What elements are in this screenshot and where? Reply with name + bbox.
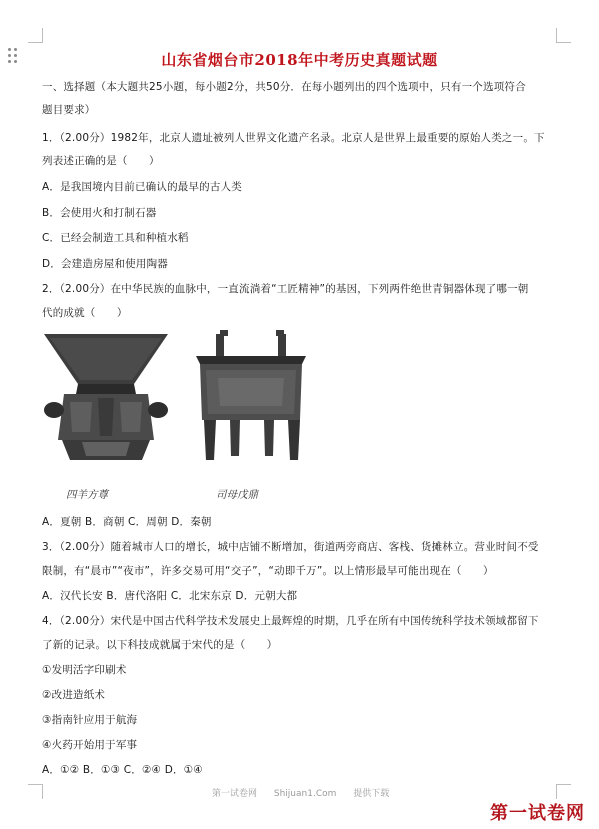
crop-mark-bottom-right: [556, 784, 571, 799]
q1-option-a: A．是我国境内目前已确认的最早的古人类: [42, 181, 242, 193]
q1-option-d: D．会建造房屋和使用陶器: [42, 258, 168, 270]
caption-four-sheep-zun: 四羊方尊: [66, 489, 108, 501]
q3-stem-line-1: 3．（2.00分）随着城市人口的增长，城中店铺不断增加，街道两旁商店、客栈、货摊林立。营业时间不受: [42, 541, 539, 553]
q4-item-2: ②改进造纸术: [42, 689, 106, 701]
crop-mark-top-left: [28, 28, 43, 43]
caption-simuwu-ding: 司母戊鼎: [216, 489, 258, 501]
crop-mark-top-right: [556, 28, 571, 43]
q1-stem-line-2: 列表述正确的是（ ）: [42, 155, 160, 167]
q1-stem-line-1: 1．（2.00分）1982年，北京人遗址被列人世界文化遗产名录。北京人是世界上最重要的原始人类之一。下: [42, 132, 545, 144]
simuwu-ding-image: [190, 330, 314, 464]
brand-watermark: 第一试卷网: [490, 803, 585, 824]
q2-options: A．夏朝 B．商朝 C．周朝 D．秦朝: [42, 516, 212, 528]
q2-stem-line-2: 代的成就（ ）: [42, 307, 128, 319]
q4-item-4: ④火药开始用于军事: [42, 739, 138, 751]
q4-stem-line-1: 4．（2.00分）宋代是中国古代科学技术发展史上最辉煌的时期，几乎在所有中国传统科学技术领域都留下: [42, 615, 539, 627]
page-title: 山东省烟台市2018年中考历史真题试题: [161, 51, 438, 69]
q3-stem-line-2: 限制，有“晨市”“夜市”，许多交易可用“交子”，“动即千万”。以上情形最早可能出现在（ ）: [42, 565, 494, 577]
q1-option-b: B．会使用火和打制石器: [42, 207, 157, 219]
section-heading-line-2: 题目要求）: [42, 104, 96, 116]
four-sheep-square-zun-image: [42, 332, 170, 464]
footer-site-url[interactable]: Shijuan1.Com: [273, 789, 337, 799]
q2-stem-line-1: 2．（2.00分）在中华民族的血脉中，一直流淌着“工匠精神”的基因，下列两件绝世青铜器体现了哪一朝: [42, 283, 529, 295]
page-footer: [212, 786, 403, 799]
footer-site-name: 第一试卷网: [212, 789, 258, 799]
q4-options: A．①② B．①③ C．②④ D．①④: [42, 764, 203, 776]
crop-mark-bottom-left: [28, 784, 43, 799]
section-heading-line-1: 一、选择题（本大题共25小题，每小题2分，共50分．在每小题列出的四个选项中，只有一个选项符合: [42, 81, 526, 93]
footer-download-note: 提供下载: [353, 789, 390, 799]
q1-option-c: C．已经会制造工具和种植水稻: [42, 232, 189, 244]
q4-item-1: ①发明活字印刷术: [42, 664, 127, 676]
q3-options: A．汉代长安 B．唐代洛阳 C．北宋东京 D．元朝大都: [42, 590, 298, 602]
q4-item-3: ③指南针应用于航海: [42, 714, 138, 726]
q4-stem-line-2: 了新的记录。以下科技成就属于宋代的是（ ）: [42, 639, 278, 651]
